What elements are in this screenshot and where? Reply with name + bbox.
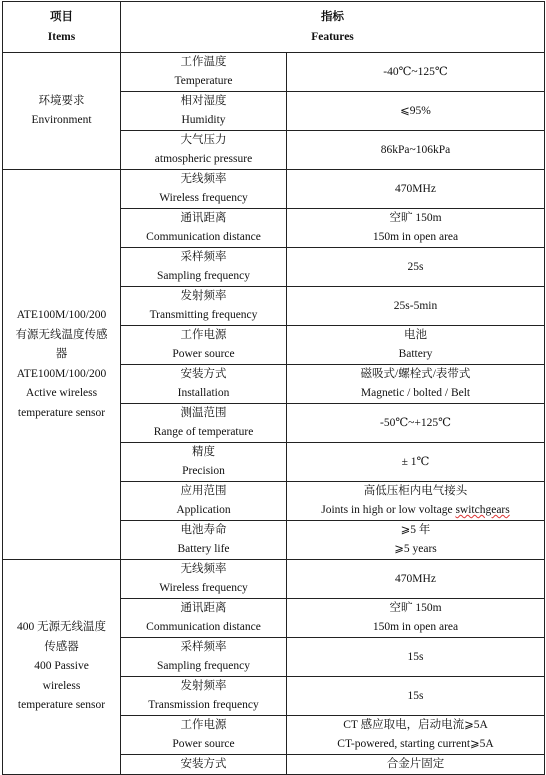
spec-name-en: Precision [182, 465, 225, 477]
group-label-line: 传感器 [44, 640, 79, 653]
spec-value-line: ⩾5 年 [400, 524, 431, 536]
spec-name-en: Temperature [174, 75, 233, 87]
spec-name-en: Communication distance [146, 621, 261, 633]
spec-name-zh: 发射频率 [180, 680, 227, 692]
spec-name-en: Humidity [181, 114, 226, 126]
spec-value-line: CT 感应取电，启动电流⩾5A [343, 719, 488, 731]
spec-name-en: Application [176, 504, 231, 516]
spec-name-en: Installation [177, 387, 230, 399]
group-label-line: 器 [55, 348, 68, 360]
spec-value-line: CT-powered, starting current⩾5A [337, 738, 494, 750]
group-label-line: Active wireless [25, 387, 98, 399]
spec-name [121, 521, 287, 560]
spec-name-zh: 安装方式 [180, 758, 227, 770]
group-label-line: ATE100M/100/200 [16, 367, 107, 380]
spec-value-line: 150m in open area [372, 231, 459, 243]
spec-value-line: Magnetic / bolted / Belt [360, 387, 471, 399]
spec-name [121, 365, 287, 404]
spec-value [287, 521, 545, 560]
table-row [3, 53, 545, 92]
features-header [121, 2, 545, 53]
spec-value-line: 150m in open area [372, 621, 459, 633]
spec-value: 合金片固定 [287, 755, 545, 775]
spec-value-line: 高低压柜内电气接头 [363, 485, 468, 497]
spec-name [121, 287, 287, 326]
spec-value-line: Battery [398, 348, 433, 360]
features-header-en: Features [311, 31, 354, 43]
table-row [3, 560, 545, 599]
spec-table [2, 1, 545, 775]
spec-name [121, 716, 287, 755]
table-header-row [3, 2, 545, 53]
spec-name-zh: 发射频率 [180, 290, 227, 302]
spell-check-underline-text: switchgears [455, 504, 510, 516]
spec-name [121, 209, 287, 248]
spec-value: 15s [287, 677, 545, 716]
spec-name-zh: 采样频率 [180, 641, 227, 653]
group-passive-sensor [3, 560, 121, 775]
spec-value [287, 599, 545, 638]
table-row [3, 170, 545, 209]
spec-name-zh: 应用范围 [180, 485, 227, 497]
spec-name-zh: 安装方式 [180, 368, 227, 380]
group-label-line: temperature sensor [17, 406, 106, 419]
spec-name [121, 482, 287, 521]
spec-name [121, 443, 287, 482]
spec-value-line: 空旷 150m [389, 602, 442, 614]
group-label-en: Environment [31, 114, 92, 126]
spec-name-zh: 工作温度 [180, 56, 227, 68]
spec-name-zh: 精度 [192, 446, 215, 458]
spec-name-en: Range of temperature [153, 426, 254, 438]
spec-value: ± 1℃ [287, 443, 545, 482]
spec-value-line [289, 501, 542, 520]
group-environment [3, 53, 121, 170]
spec-name-zh: 通讯距离 [180, 212, 227, 224]
spec-value: 15s [287, 638, 545, 677]
spec-name-zh: 无线频率 [180, 173, 227, 185]
group-label-line: 400 无源无线温度 [16, 621, 107, 634]
spec-name-zh: 工作电源 [180, 719, 227, 731]
spec-name-en: Power source [172, 738, 235, 750]
spec-name-zh: 采样频率 [180, 251, 227, 263]
spec-name-zh: 电池寿命 [180, 524, 227, 536]
spec-value [287, 482, 545, 521]
spec-name-en: Sampling frequency [157, 660, 250, 672]
spec-name [121, 677, 287, 716]
spec-name [121, 638, 287, 677]
spec-name-en: Wireless frequency [159, 582, 248, 594]
spec-name [121, 248, 287, 287]
spec-value-text: Joints in high or low voltage [321, 504, 456, 516]
spec-value: -40℃~125℃ [287, 53, 545, 92]
spec-name-en: Power source [172, 348, 235, 360]
spec-value: 25s-5min [287, 287, 545, 326]
group-label-line: 有源无线温度传感 [15, 328, 108, 341]
spec-name-zh: 工作电源 [180, 329, 227, 341]
group-label-zh: 环境要求 [38, 94, 85, 107]
spec-name [121, 755, 287, 775]
spec-name-zh: 大气压力 [180, 134, 227, 146]
spec-name-zh: 相对湿度 [180, 95, 227, 107]
spec-name-en: Wireless frequency [159, 192, 248, 204]
spec-name-zh: 通讯距离 [180, 602, 227, 614]
spec-name [121, 53, 287, 92]
group-label-line: temperature sensor [17, 699, 106, 712]
spec-name-zh: 测温范围 [180, 407, 227, 419]
spec-value [287, 365, 545, 404]
spec-value-line: 电池 [404, 329, 427, 341]
spec-name-en: Communication distance [146, 231, 261, 243]
spec-name-zh: 无线频率 [180, 563, 227, 575]
spec-value: 470MHz [287, 560, 545, 599]
spec-value: 86kPa~106kPa [287, 131, 545, 170]
spec-name-en: atmospheric pressure [154, 153, 253, 165]
spec-value [287, 716, 545, 755]
spec-value [287, 326, 545, 365]
items-header [3, 2, 121, 53]
group-label-line: ATE100M/100/200 [16, 309, 107, 321]
spec-name-en: Sampling frequency [157, 270, 250, 282]
spec-name [121, 560, 287, 599]
spec-name-en: Battery life [177, 543, 230, 555]
spec-name [121, 131, 287, 170]
spec-name [121, 599, 287, 638]
spec-value-line: 空旷 150m [389, 212, 442, 224]
items-header-en: Items [47, 31, 76, 43]
spec-name [121, 92, 287, 131]
spec-name [121, 170, 287, 209]
features-header-zh: 指标 [321, 11, 344, 23]
group-label-line: wireless [42, 679, 81, 692]
spec-name-en: Transmitting frequency [149, 309, 258, 321]
spec-name-en: Transmission frequency [148, 699, 259, 711]
spec-name [121, 404, 287, 443]
spec-value-line: ⩾5 years [394, 543, 437, 555]
group-label-line: 400 Passive [34, 660, 89, 673]
spec-value: 470MHz [287, 170, 545, 209]
spec-value [287, 209, 545, 248]
spec-value: -50℃~+125℃ [287, 404, 545, 443]
items-header-zh: 项目 [50, 11, 73, 23]
spec-value: 25s [287, 248, 545, 287]
spec-value-line: 磁吸式/螺栓式/表带式 [360, 368, 471, 380]
spec-value: ⩽95% [287, 92, 545, 131]
spec-name [121, 326, 287, 365]
group-active-sensor [3, 170, 121, 560]
